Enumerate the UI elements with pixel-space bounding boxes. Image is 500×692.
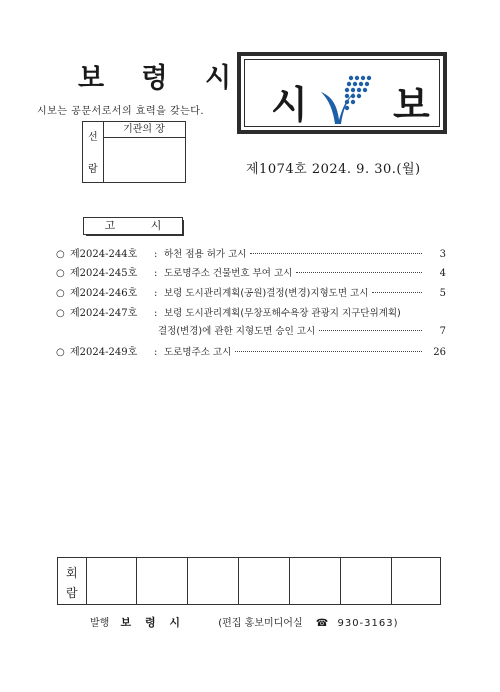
circulation-side-label	[83, 122, 104, 182]
toc-colon: :	[154, 308, 158, 319]
toc-number: 제2024-247호	[70, 308, 138, 319]
toc-number: 제2024-245호	[70, 268, 138, 279]
toc-leader-dots	[372, 292, 422, 293]
publisher-city: 보 령 시	[120, 616, 186, 629]
notice-heading	[83, 217, 183, 235]
toc-title: 도로명주소 건물번호 부여 고시	[164, 268, 293, 279]
bullet-circle-icon: ○	[56, 308, 65, 319]
city-emblem-icon	[317, 70, 377, 126]
review-cell	[239, 558, 290, 604]
toc-number: 제2024-244호	[70, 249, 138, 260]
toc-item[interactable]	[56, 343, 446, 359]
toc-item[interactable]	[56, 245, 446, 261]
issue-line: 제1074호 2024. 9. 30.(월)	[246, 162, 421, 177]
toc-title-continuation: 결정(변경)에 관한 지형도면 승인 고시	[158, 326, 316, 337]
review-cell	[188, 558, 239, 604]
toc-leader-dots	[319, 330, 422, 331]
toc-item[interactable]	[56, 304, 446, 320]
toc-title: 하천 점용 허가 고시	[164, 249, 247, 260]
toc-title: 보령 도시관리계획(공원)결정(변경)지형도면 고시	[164, 288, 369, 299]
circulation-side-bottom: 람	[88, 164, 98, 175]
toc-title: 보령 도시관리계획(무창포해수욕장 관광지 지구단위계획)	[164, 308, 401, 319]
toc-colon: :	[154, 288, 158, 299]
toc-page: 4	[439, 268, 446, 279]
toc-colon: :	[154, 268, 158, 279]
circulation-box	[82, 121, 186, 183]
phone-icon: ☎	[315, 618, 329, 629]
bullet-circle-icon: ○	[56, 249, 65, 260]
phone-number: 930-3163)	[337, 618, 399, 629]
bulletin-left-char: 시	[271, 83, 308, 127]
publisher-label: 발행	[90, 618, 110, 629]
toc-leader-dots	[235, 351, 422, 352]
publisher-footer	[90, 614, 399, 630]
validity-note: 시보는 공문서로서의 효력을 갖는다.	[37, 106, 205, 117]
bulletin-title-box	[237, 52, 447, 134]
review-cell	[290, 558, 341, 604]
toc-item[interactable]	[56, 284, 446, 300]
review-label-top: 회	[66, 566, 78, 580]
toc-item[interactable]	[56, 264, 446, 280]
bulletin-inner-frame	[244, 59, 440, 127]
circulation-side-top: 선	[88, 132, 98, 143]
review-table	[57, 557, 441, 605]
review-cell	[86, 558, 137, 604]
city-title: 보 령 시	[78, 63, 246, 94]
toc-leader-dots	[296, 272, 422, 273]
toc-number: 제2024-246호	[70, 288, 138, 299]
review-cell	[341, 558, 392, 604]
review-label-bottom: 람	[66, 586, 78, 600]
circulation-head-label: 기관의 장	[103, 122, 185, 138]
bullet-circle-icon: ○	[56, 347, 65, 358]
editor-info: (편집 홍보미디어실	[218, 618, 303, 629]
toc-item-continuation[interactable]	[158, 323, 446, 339]
toc-colon: :	[154, 347, 158, 358]
toc-leader-dots	[250, 253, 422, 254]
toc-colon: :	[154, 249, 158, 260]
toc-page: 26	[433, 347, 446, 358]
bullet-circle-icon: ○	[56, 288, 65, 299]
notice-heading-label: 고 시	[104, 219, 178, 232]
bulletin-right-char: 보	[393, 83, 430, 127]
bullet-circle-icon: ○	[56, 268, 65, 279]
review-label	[58, 558, 87, 604]
review-cell	[137, 558, 188, 604]
toc-page: 3	[439, 249, 446, 260]
toc-title: 도로명주소 고시	[164, 347, 232, 358]
toc-number: 제2024-249호	[70, 347, 138, 358]
toc-page: 7	[439, 326, 446, 337]
toc-page: 5	[439, 288, 446, 299]
